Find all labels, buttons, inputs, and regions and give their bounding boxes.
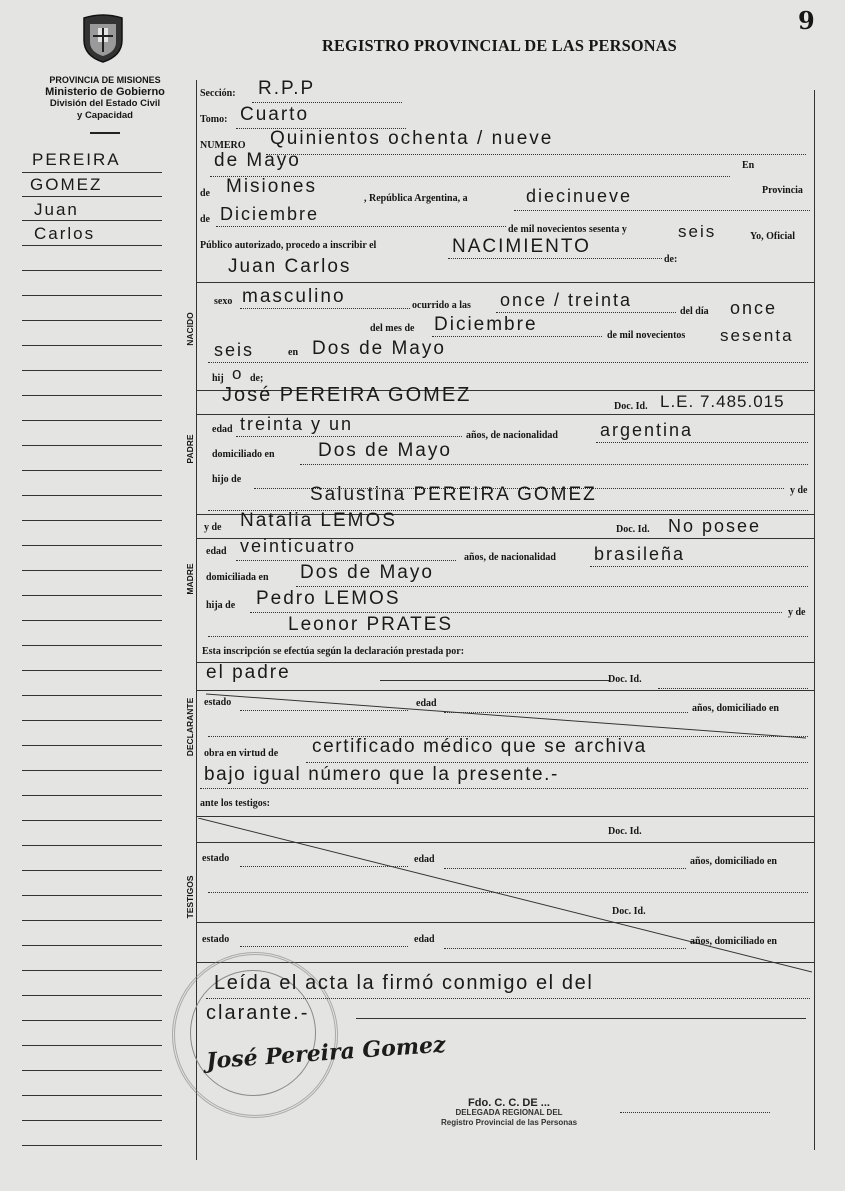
section-padre-label: PADRE (185, 434, 195, 464)
testigo2-estado-line (240, 946, 408, 947)
testigo2-rule (196, 922, 814, 923)
declarante-edad-label: edad (416, 698, 437, 709)
abuelo-materno-line (250, 612, 782, 613)
testigo2-domicilio-label: años, domiciliado en (690, 936, 777, 947)
obra-line1 (306, 762, 808, 763)
acto-value: NACIMIENTO (452, 236, 591, 257)
section-nacido (183, 280, 197, 380)
section-padre (183, 392, 197, 502)
registrar-title: DELEGADA REGIONAL DEL (455, 1108, 563, 1117)
provincia-label: Provincia (762, 185, 803, 196)
madre-edad-value: veinticuatro (240, 536, 357, 556)
abuela-paterna-value: Salustina PEREIRA GOMEZ (310, 484, 597, 505)
cierre-line2-value: clarante.- (206, 1002, 310, 1024)
hij-label: hij (212, 373, 224, 384)
seccion-label: Sección: (200, 88, 236, 99)
padre-nacionalidad-line (596, 442, 808, 443)
padre-edad-label: edad (212, 424, 233, 435)
ministry-name: Ministerio de Gobierno (45, 86, 165, 98)
madre-domicilio-value: Dos de Mayo (300, 562, 434, 583)
hora-line (496, 312, 676, 313)
section-declarante (183, 664, 197, 784)
declarante-cancel-strike (206, 690, 806, 742)
testigo1-estado-line (240, 866, 408, 867)
testigo1-domicilio-label: años, domiciliado en (690, 856, 777, 867)
section-declarante-label: DECLARANTE (185, 697, 195, 757)
madre-domicilio-label: domiciliada en (206, 572, 269, 583)
document-title: REGISTRO PROVINCIAL DE LAS PERSONAS (322, 36, 677, 55)
seccion-value: R.P.P (258, 78, 316, 99)
sexo-label: sexo (214, 296, 233, 307)
testigos-top-rule (196, 816, 814, 817)
en-label: En (742, 160, 755, 171)
declarante-value: el padre (206, 662, 291, 683)
padre-edad-line (236, 436, 462, 437)
provincia-value: Misiones (226, 176, 317, 197)
section-nacido-label: NACIDO (185, 312, 195, 346)
madre-nacionalidad-line (590, 566, 808, 567)
abuela-materna-line (208, 636, 808, 637)
registrar-certification (424, 1098, 594, 1128)
hija-de-label: hija de (206, 600, 236, 611)
padre-domicilio-label: domiciliado en (212, 449, 275, 460)
sexo-value: masculino (242, 286, 346, 307)
testigo2-edad-label: edad (414, 934, 435, 945)
y-de-madre-label: y de (788, 607, 806, 618)
testigo1-edad-line (444, 868, 686, 869)
tomo-label: Tomo: (200, 114, 228, 125)
margin-given-2: Carlos (34, 224, 96, 243)
padre-nacionalidad-label: años, de nacionalidad (466, 430, 558, 441)
dia-inscripcion-value: diecinueve (526, 186, 633, 206)
madre-domicilio-line (296, 586, 808, 587)
de-label-1: de (200, 188, 210, 199)
section-testigos (183, 820, 197, 960)
registrar-office: Registro Provincial de las Personas (440, 1118, 578, 1127)
lugar-nacimiento-value: Dos de Mayo (312, 338, 446, 359)
madre-edad-label: edad (206, 546, 227, 557)
padre-doc-value: L.E. 7.485.015 (660, 392, 785, 411)
obra-line1-value: certificado médico que se archiva (312, 736, 647, 757)
republica-label: , República Argentina, a (364, 193, 468, 204)
lugar-nacimiento-line (208, 362, 808, 363)
acto-line (448, 258, 662, 259)
obra-line2 (200, 788, 808, 789)
madre-doc-label: Doc. Id. (616, 524, 650, 535)
section-madre-label: MADRE (185, 563, 195, 595)
tomo-value: Cuarto (240, 104, 310, 125)
page-number: 9 (798, 6, 815, 35)
de-mil-sesenta-label: de mil novecientos sesenta y (508, 224, 627, 235)
padre-nacionalidad-value: argentina (600, 420, 694, 440)
mes-inscripcion-line (216, 226, 506, 227)
testigo2-doc-label: Doc. Id. (612, 906, 646, 917)
mes-value: Diciembre (434, 314, 538, 335)
numero-line (266, 154, 806, 155)
de-mil-novecientos-label: de mil novecientos (607, 330, 686, 341)
registrar-name: Fdo. C. C. DE ... (468, 1097, 550, 1109)
cierre-line1-value: Leída el acta la firmó conmigo el del (214, 972, 594, 994)
hijo-de-label: hijo de (212, 474, 242, 485)
testigo1-edad-label: edad (414, 854, 435, 865)
testigo1-doc-label: Doc. Id. (608, 826, 642, 837)
del-dia-label: del día (680, 306, 709, 317)
lugar-value: de Mayo (214, 150, 301, 171)
father-signature: José Pereira Gomez (205, 1031, 447, 1075)
anio-cont-value: seis (214, 340, 255, 360)
testigo2-edad-line (444, 948, 686, 949)
nombre-value: Juan Carlos (228, 256, 352, 277)
madre-nombre-value: Natalia LEMOS (240, 510, 397, 531)
cierre-strike (356, 1018, 806, 1019)
declarante-domicilio-label: años, domiciliado en (692, 703, 779, 714)
official-signature-line (620, 1112, 770, 1113)
esta-inscripcion-label: Esta inscripción se efectúa según la declaración prestada por: (202, 646, 465, 657)
dia-inscripcion-line (514, 210, 810, 211)
padre-doc-label: Doc. Id. (614, 401, 648, 412)
sexo-line (240, 308, 410, 309)
publico-label: Público autorizado, procedo a inscribir el (200, 240, 377, 251)
division-name: División del Estado Civil (49, 98, 161, 109)
testigo1-extra-line (208, 892, 808, 893)
padre-edad-value: treinta y un (240, 414, 354, 434)
province-name: PROVINCIA DE MISIONES (49, 75, 161, 85)
division-name-cont: y Capacidad (77, 110, 133, 121)
obra-line2-value: bajo igual número que la presente.- (204, 764, 559, 785)
hij-value: o (232, 364, 244, 383)
testigo2-estado-label: estado (202, 934, 230, 945)
header-divider (90, 132, 120, 134)
section-testigos-label: TESTIGOS (185, 875, 195, 919)
ante-testigos-label: ante los testigos: (200, 798, 270, 809)
declarante-doc-label: Doc. Id. (608, 674, 642, 685)
del-mes-label: del mes de (370, 323, 415, 334)
obra-en-virtud-label: obra en virtud de (204, 748, 279, 759)
dia-value: once (730, 298, 778, 318)
madre-edad-line (236, 560, 456, 561)
padre-domicilio-line (300, 464, 808, 465)
padre-domicilio-value: Dos de Mayo (318, 440, 452, 461)
yo-oficial-label: Yo, Oficial (750, 231, 795, 242)
section-madre (183, 516, 197, 636)
abuela-materna-value: Leonor PRATES (288, 614, 454, 635)
de-colon-label: de: (664, 254, 678, 265)
padre-nombre-value: José PEREIRA GOMEZ (222, 384, 472, 406)
anio-value: sesenta (720, 326, 794, 345)
declarante-strike (380, 680, 610, 681)
anio-inscripcion-value: seis (678, 222, 717, 241)
madre-nacionalidad-label: años, de nacionalidad (464, 552, 556, 563)
form-right-rule (814, 90, 815, 1150)
declarante-estado-label: estado (204, 697, 232, 708)
cierre-line1 (206, 998, 810, 999)
nacido-top-rule (196, 282, 814, 283)
de-semicolon-label: de; (250, 373, 264, 384)
madre-doc-value: No posee (668, 516, 762, 536)
numero-label: NUMERO (200, 140, 246, 151)
madre-nacionalidad-value: brasileña (594, 544, 686, 564)
declarante-doc-line (658, 688, 808, 689)
margin-surname-2: GOMEZ (30, 175, 103, 194)
ocurrido-label: ocurrido a las (412, 300, 471, 311)
hora-value: once / treinta (500, 290, 633, 310)
seccion-line (252, 102, 402, 103)
en-lower-label: en (288, 347, 298, 358)
mes-line (432, 336, 602, 337)
coat-of-arms-icon (80, 12, 126, 64)
numero-value: Quinientos ochenta / nueve (270, 128, 554, 149)
y-de-label: y de (790, 485, 808, 496)
testigo1-rule (196, 842, 814, 843)
margin-given-1: Juan (34, 200, 79, 219)
y-de-lower-label: y de (204, 522, 222, 533)
margin-surname-1: PEREIRA (32, 150, 121, 169)
testigo1-estado-label: estado (202, 853, 230, 864)
abuelo-materno-value: Pedro LEMOS (256, 588, 401, 609)
issuing-office (20, 74, 190, 122)
de-label-2: de (200, 214, 210, 225)
mes-inscripcion-value: Diciembre (220, 204, 320, 224)
